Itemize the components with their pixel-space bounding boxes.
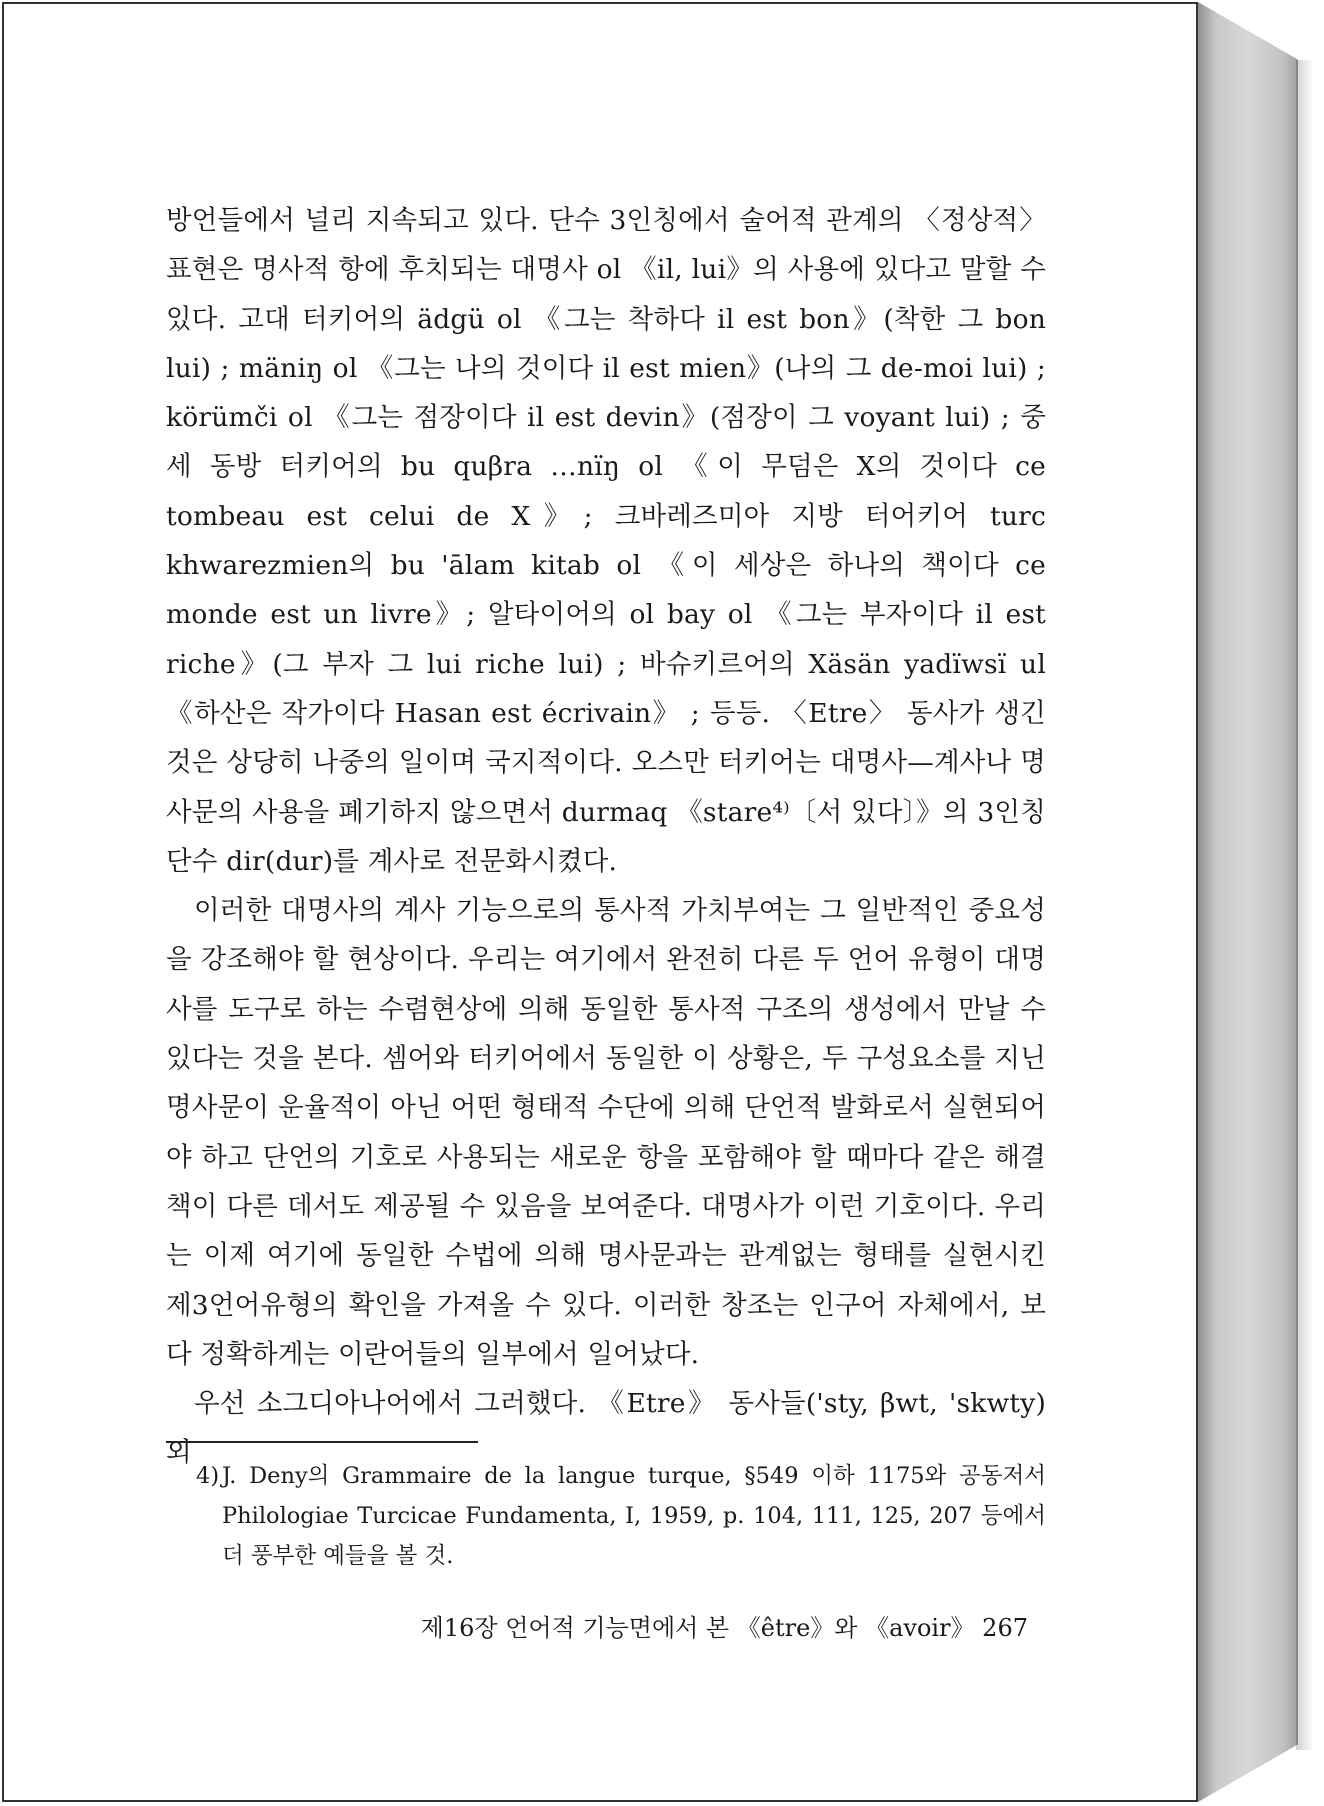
paragraph: 방언들에서 널리 지속되고 있다. 단수 3인칭에서 술어적 관계의 〈정상적〉 표현은 명사적 항에 후치되는 대명사 ol 《il, lui》의 사용에 있다고 말할 수 있다. 고대 터키어의 ädgü ol 《그는 착하다 il est bon》(착한 그 bon lui) ; mäniŋ ol 《그는 나의 것이다 il est mien》(나의 그 de-moi lui) ; körümči ol 《그는 점장이다 il est devin》(점장이 그 voyant lui) ; 중세 동방 터키어의 bu quβra …nïŋ ol 《이 무덤은 X의 것이다 ce tombeau est celui de X》; 크바레즈미아 지방 터어키어 turc khwarezmien의 bu 'ālam kitab ol 《이 세상은 하나의 책이다 ce monde est un livre》; 알타이어의 ol bay ol 《그는 부자이다 il est riche》(그 부자 그 lui riche lui) ; 바슈키르어의 Xäsän yadïwsï ul 《하산은 작가이다 Hasan est écrivain》 ; 등등. 〈Etre〉 동사가 생긴 것은 상당히 나중의 일이며 국지적이다. 오스만 터키어는 대명사—계사나 명사문의 사용을 폐기하지 않으면서 durmaq 《stare⁴⁾〔서 있다〕》의 3인칭 단수 dir(dur)를 계사로 전문화시켰다.: [166, 205, 1046, 877]
footnote: [196, 1456, 1046, 1576]
body-text: [166, 196, 1046, 1478]
page-edge: [1198, 2, 1298, 1802]
running-footer: 제16장 언어적 기능면에서 본 《être》와 《avoir》 267: [420, 1614, 1028, 1642]
footnote-rule: [166, 1441, 478, 1443]
paragraph: 우선 소그디아나어에서 그러했다. 《Etre》 동사들('sty, βwt, 'skwty) 외: [166, 1388, 1046, 1469]
footnote-number: 4): [196, 1463, 220, 1489]
footnote-text: J. Deny의 Grammaire de la langue turque, §549 이하 1175와 공동저서 Philologiae Turcicae Fundamenta, I, 1959, p. 104, 111, 125, 207 등에서 더 풍부한 예들을 볼 것.: [222, 1463, 1046, 1569]
page-edge-shadow: [1296, 60, 1314, 1750]
paragraph: 이러한 대명사의 계사 기능으로의 통사적 가치부여는 그 일반적인 중요성을 강조해야 할 현상이다. 우리는 여기에서 완전히 다른 두 언어 유형이 대명사를 도구로 하는 수렴현상에 의해 동일한 통사적 구조의 생성에서 만날 수 있다는 것을 본다. 셈어와 터키어에서 동일한 이 상황은, 두 구성요소를 지닌 명사문이 운율적이 아닌 어떤 형태적 수단에 의해 단언적 발화로서 실현되어야 하고 단언의 기호로 사용되는 새로운 항을 포함해야 할 때마다 같은 해결책이 다른 데서도 제공될 수 있음을 보여준다. 대명사가 이런 기호이다. 우리는 이제 여기에 동일한 수법에 의해 명사문과는 관계없는 형태를 실현시킨 제3언어유형의 확인을 가져올 수 있다. 이러한 창조는 인구어 자체에서, 보다 정확하게는 이란어들의 일부에서 일어났다.: [166, 895, 1046, 1370]
